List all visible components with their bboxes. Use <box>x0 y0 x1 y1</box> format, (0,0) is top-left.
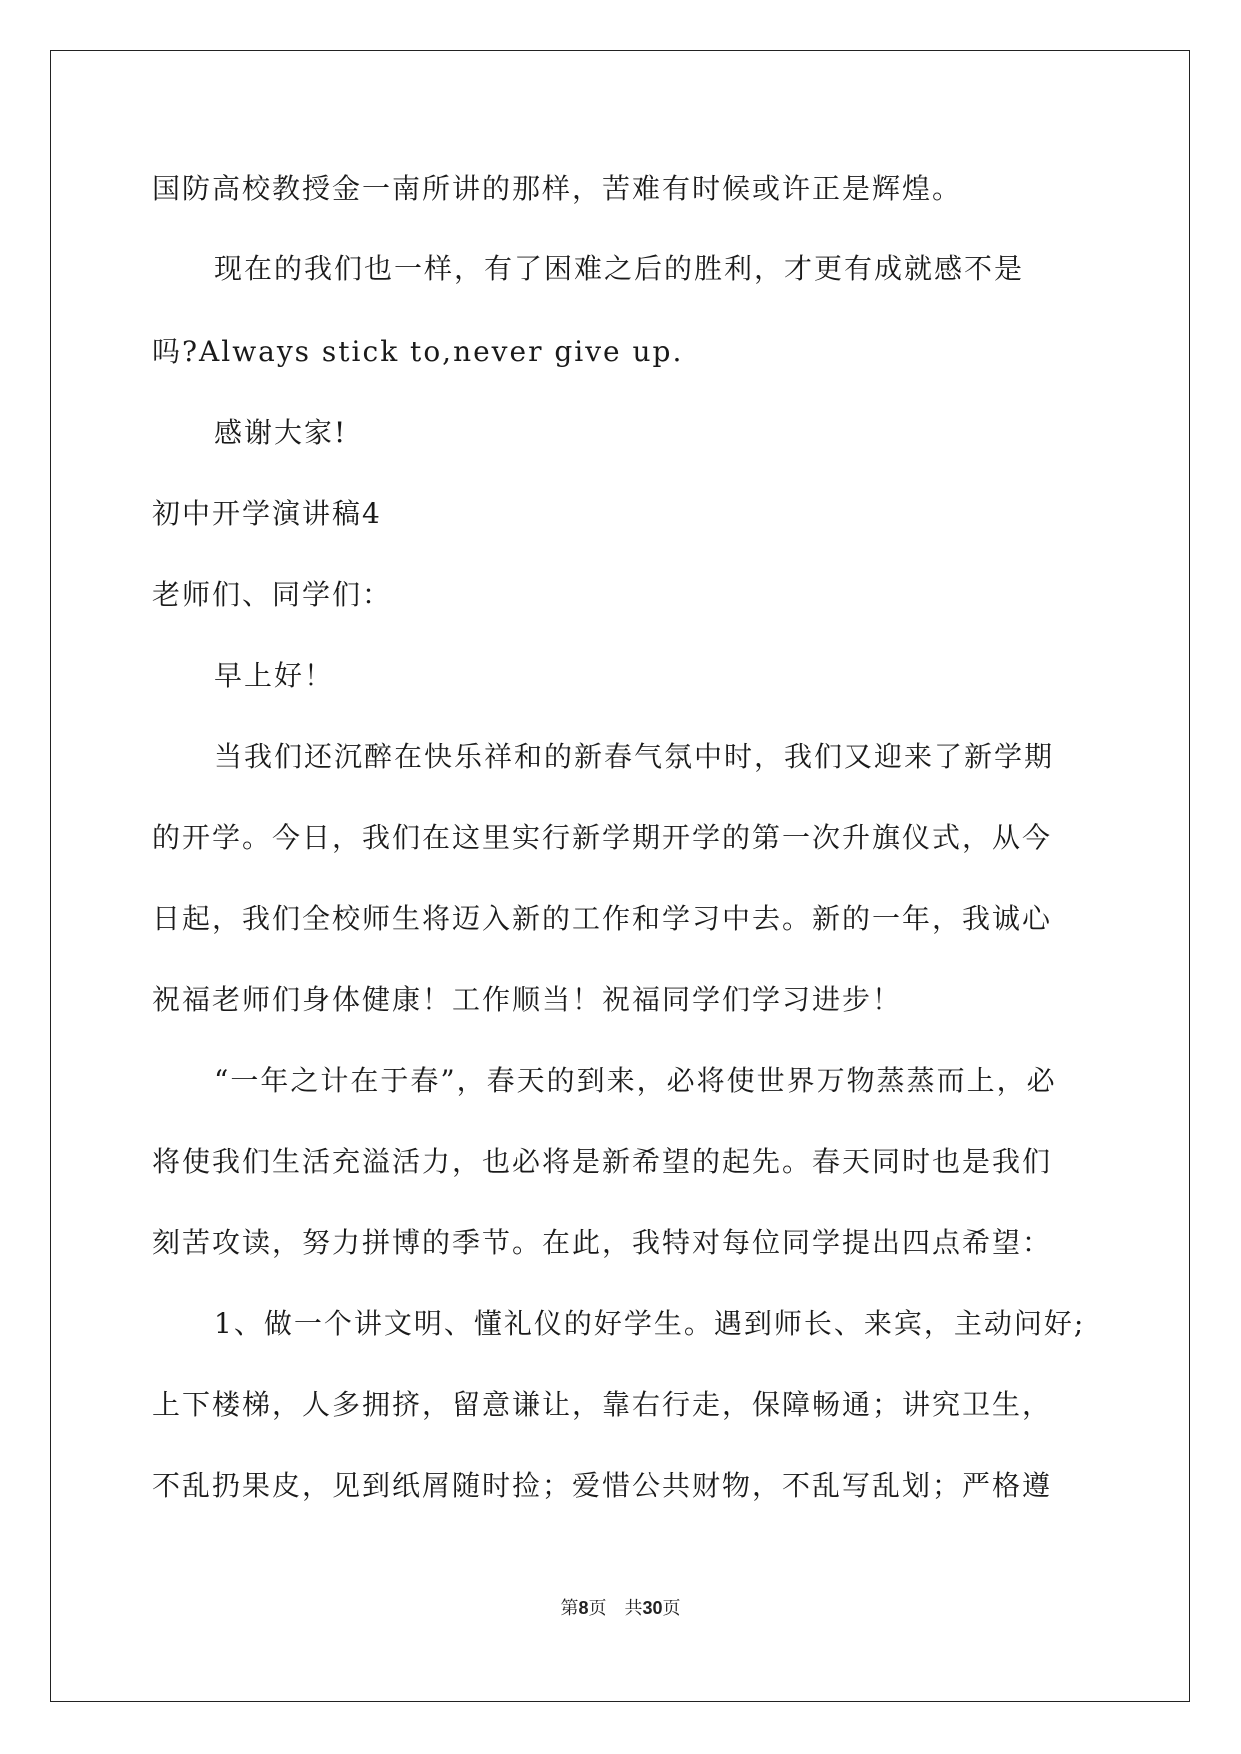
text-line: 日起，我们全校师生将迈入新的工作和学习中去。新的一年，我诚心 <box>152 902 1053 935</box>
page-prefix: 第 <box>560 1598 579 1619</box>
text-line: 吗?Always stick to,never give up. <box>152 335 684 368</box>
page-current: 8 <box>578 1598 589 1618</box>
text-line: 现在的我们也一样，有了困难之后的胜利，才更有成就感不是 <box>214 252 1025 285</box>
text-line: 感谢大家! <box>214 416 348 449</box>
text-line: 刻苦攻读，努力拼博的季节。在此，我特对每位同学提出四点希望： <box>152 1226 1053 1259</box>
page-total: 30 <box>642 1598 663 1618</box>
text-line: 国防高校教授金一南所讲的那样，苦难有时候或许正是辉煌。 <box>152 172 963 205</box>
text-line: “一年之计在于春”，春天的到来，必将使世界万物蒸蒸而上，必 <box>214 1064 1057 1097</box>
page-border <box>50 50 1190 1702</box>
text-line: 当我们还沉醉在快乐祥和的新春气氛中时，我们又迎来了新学期 <box>214 740 1055 773</box>
page-suffix: 页 <box>662 1598 681 1619</box>
page-middle: 页 共 <box>588 1598 643 1619</box>
text-line: 不乱扔果皮，见到纸屑随时捡；爱惜公共财物，不乱写乱划；严格遵 <box>152 1469 1053 1502</box>
text-line: 上下楼梯，人多拥挤，留意谦让，靠右行走，保障畅通；讲究卫生， <box>152 1388 1053 1421</box>
page-number-footer <box>0 1596 1241 1621</box>
text-line: 1、做一个讲文明、懂礼仪的好学生。遇到师长、来宾，主动问好; <box>214 1307 1086 1340</box>
section-heading: 初中开学演讲稿4 <box>152 497 382 530</box>
text-line: 将使我们生活充溢活力，也必将是新希望的起先。春天同时也是我们 <box>152 1145 1053 1178</box>
text-line: 的开学。今日，我们在这里实行新学期开学的第一次升旗仪式，从今 <box>152 821 1053 854</box>
text-line: 祝福老师们身体健康！工作顺当！祝福同学们学习进步！ <box>152 983 903 1016</box>
greeting: 早上好！ <box>214 659 335 692</box>
salutation: 老师们、同学们： <box>152 578 393 611</box>
